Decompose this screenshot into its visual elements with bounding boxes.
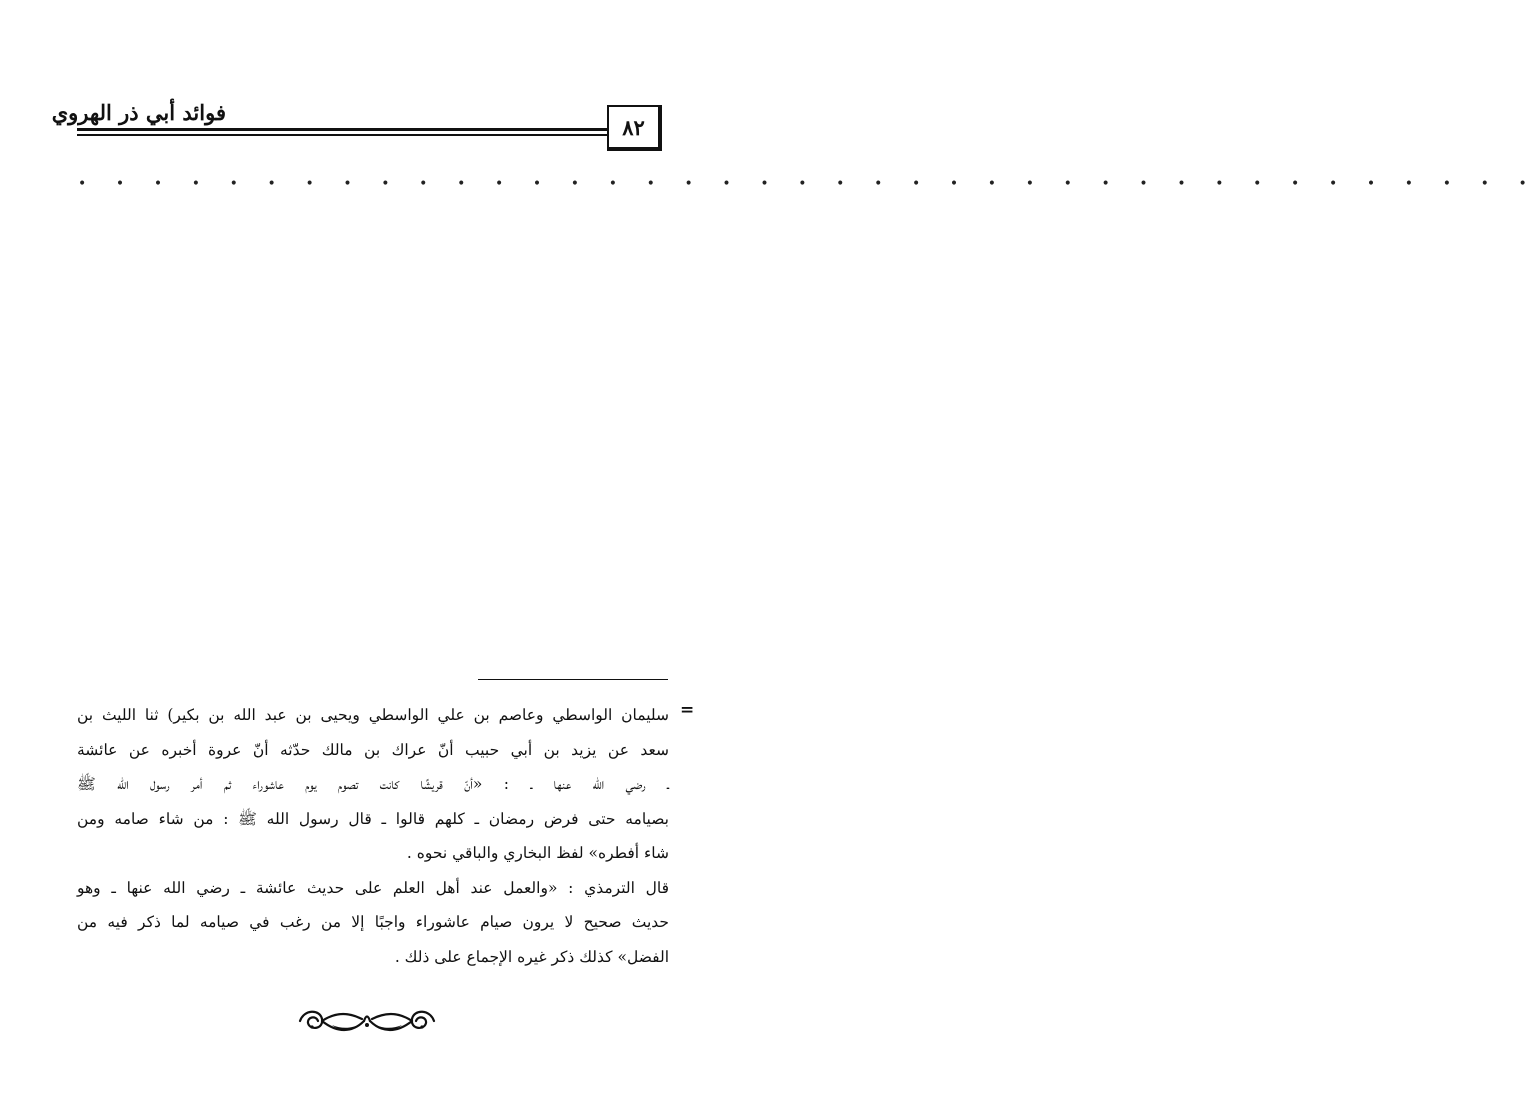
footnote-line: ـ رضي الله عنها ـ : «أنّ قريشًا كانت تصوم يوم عاشوراء ثم أمر رسول الله ﷺ [77,775,669,793]
footnote-rule [478,679,668,680]
page-number: ٨٢ [622,114,645,140]
footnote-line: الفضل» كذلك ذكر غيره الإجماع على ذلك . [394,947,669,966]
footnote-line: سعد عن يزيد بن أبي حبيب أنّ عراك بن مالك حدّثه أنّ عروة أخبره عن عائشة [77,740,669,759]
running-header-title: فوائد أبي ذر الهروي [51,100,226,125]
footnote-line: سليمان الواسطي وعاصم بن علي الواسطي ويحيى بن عبد الله بن بكير) ثنا الليث بن [77,706,669,724]
footnote-block [77,698,669,974]
dotted-separator: • • • • • • • • • • • • • • • • • • • • • • • • • • • • • • • • • • • • • • • [78,176,1539,192]
floral-ornament-icon [292,1003,442,1039]
page-number-box [607,105,662,151]
footnote-line: حديث صحيح لا يرون صيام عاشوراء واجبًا إلا من رغب في صيامه لما ذكر فيه من [77,913,669,931]
footnote-continuation-mark: = [680,700,695,720]
footnote-line: شاء أفطره» لفظ البخاري والباقي نحوه . [406,844,669,862]
header-rule-double [77,134,607,136]
footnote-line: قال الترمذي : «والعمل عند أهل العلم على حديث عائشة ـ رضي الله عنها ـ وهو [77,878,669,897]
footnote-line: بصيامه حتى فرض رمضان ـ كلهم قالوا ـ قال رسول الله ﷺ : من شاء صامه ومن [77,809,669,828]
header-rule-thick [77,128,607,131]
